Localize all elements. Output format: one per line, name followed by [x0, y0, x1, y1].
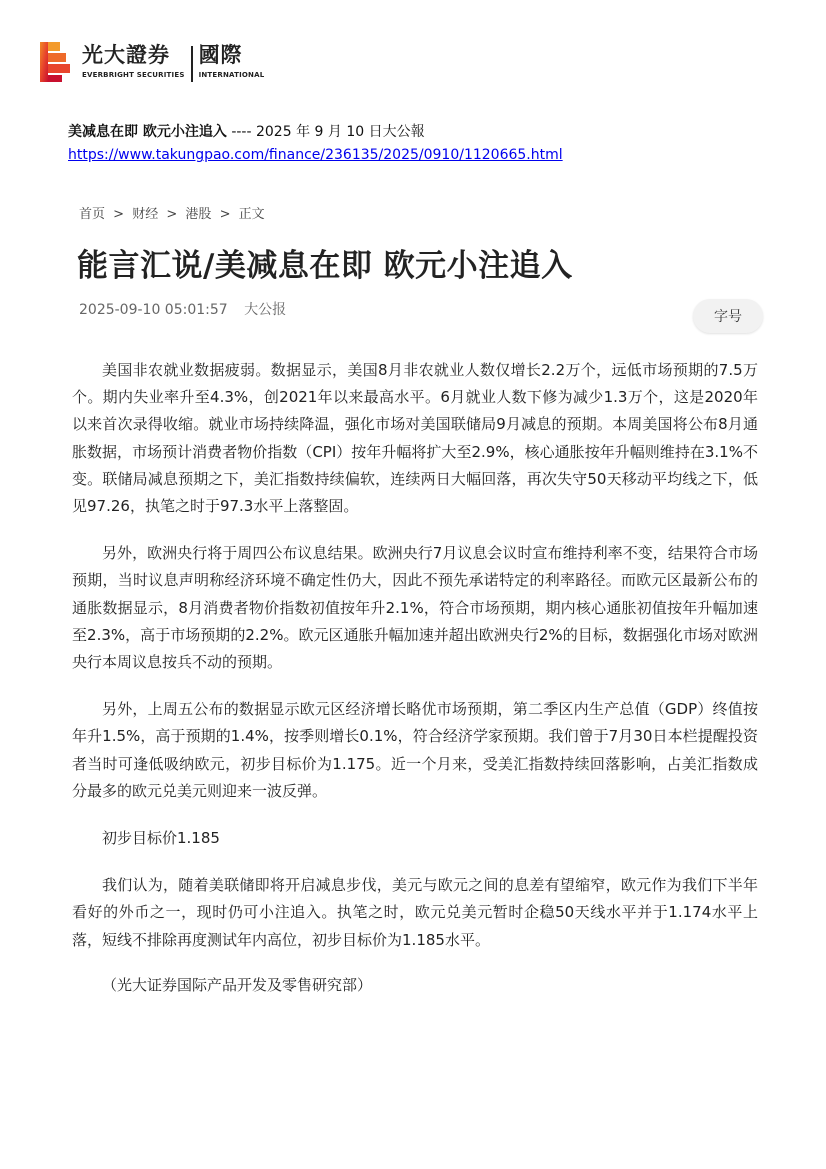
publish-datetime: 2025-09-10 05:01:57: [79, 302, 228, 318]
article-paragraph: 另外，欧洲央行将于周四公布议息结果。欧洲央行7月议息会议时宣布维持利率不变，结果符合市场预期，当时议息声明称经济环境不确定性仍大，因此不预先承诺特定的利率路径。而欧元区最新公布的通胀数据显示，8月消费者物价指数初值按年升2.1%，符合市场预期，期内核心通胀初值按年升幅加速至2.3%，高于市场预期的2.2%。欧元区通胀升幅加速并超出欧洲央行2%的目标，数据强化市场对欧洲央行本周议息按兵不动的预期。: [72, 544, 758, 672]
font-size-button[interactable]: 字号: [693, 299, 763, 333]
publish-source: 大公报: [244, 302, 287, 318]
breadcrumb: [79, 203, 269, 222]
source-line: [68, 121, 425, 141]
article-body: [72, 357, 758, 999]
source-title: 美减息在即 欧元小注追入: [68, 124, 227, 140]
logo-en-intl-text: INTERNATIONAL: [198, 70, 265, 79]
breadcrumb-finance[interactable]: 财经: [132, 207, 159, 222]
article-paragraph: 另外，上周五公布的数据显示欧元区经济增长略优市场预期，第二季区内生产总值（GDP）终值按年升1.5%，高于预期的1.4%，按季则增长0.1%，符合经济学家预期。我们曾于7月30日本栏提醒投资者当时可逢低吸纳欧元，初步目标价为1.175。近一个月来，受美汇指数持续回落影响，占美汇指数成分最多的欧元兑美元则迎来一波反弹。: [72, 700, 758, 800]
article-subheading: 初步目标价1.185: [102, 829, 220, 848]
article-paragraph: 我们认为，随着美联储即将开启减息步伐，美元与欧元之间的息差有望缩窄，欧元作为我们下半年看好的外币之一，现时仍可小注追入。执笔之时，欧元兑美元暂时企稳50天线水平并于1.174水平上落，短线不排除再度测试年内高位，初步目标价为1.185水平。: [72, 876, 758, 949]
company-logo: [38, 40, 264, 84]
article-byline: （光大证券国际产品开发及零售研究部）: [102, 975, 373, 994]
breadcrumb-hk-stocks[interactable]: 港股: [185, 207, 212, 222]
logo-cn-intl-text: 國際: [198, 42, 243, 67]
logo-cn-text: 光大證券: [82, 42, 170, 67]
source-note: ---- 2025 年 9 月 10 日大公報: [231, 124, 425, 140]
logo-en-text: EVERBRIGHT SECURITIES: [82, 70, 185, 79]
breadcrumb-separator: >: [113, 207, 125, 222]
breadcrumb-current: 正文: [238, 207, 265, 222]
article-headline: 能言汇说/美减息在即 欧元小注追入: [77, 248, 573, 284]
breadcrumb-separator: >: [166, 207, 178, 222]
logo-mark-icon: [38, 40, 74, 84]
article-meta: [79, 299, 286, 319]
logo-divider: [191, 46, 193, 82]
article-paragraph: 美国非农就业数据疲弱。数据显示，美国8月非农就业人数仅增长2.2万个，远低市场预期的7.5万个。期内失业率升至4.3%，创2021年以来最高水平。6月就业人数下修为减少1.3万个，这是2020年以来首次录得收缩。就业市场持续降温，强化市场对美国联储局9月减息的预期。本周美国将公布8月通胀数据，市场预计消费者物价指数（CPI）按年升幅将扩大至2.9%，核心通胀按年升幅则维持在3.1%不变。联储局减息预期之下，美汇指数持续偏软，连续两日大幅回落，再次失守50天移动平均线之下，低见97.26，执笔之时于97.3水平上落整固。: [72, 361, 758, 516]
breadcrumb-home[interactable]: 首页: [79, 207, 106, 222]
breadcrumb-separator: >: [219, 207, 231, 222]
source-url-link[interactable]: https://www.takungpao.com/finance/236135/2025/0910/1120665.html: [68, 147, 563, 163]
